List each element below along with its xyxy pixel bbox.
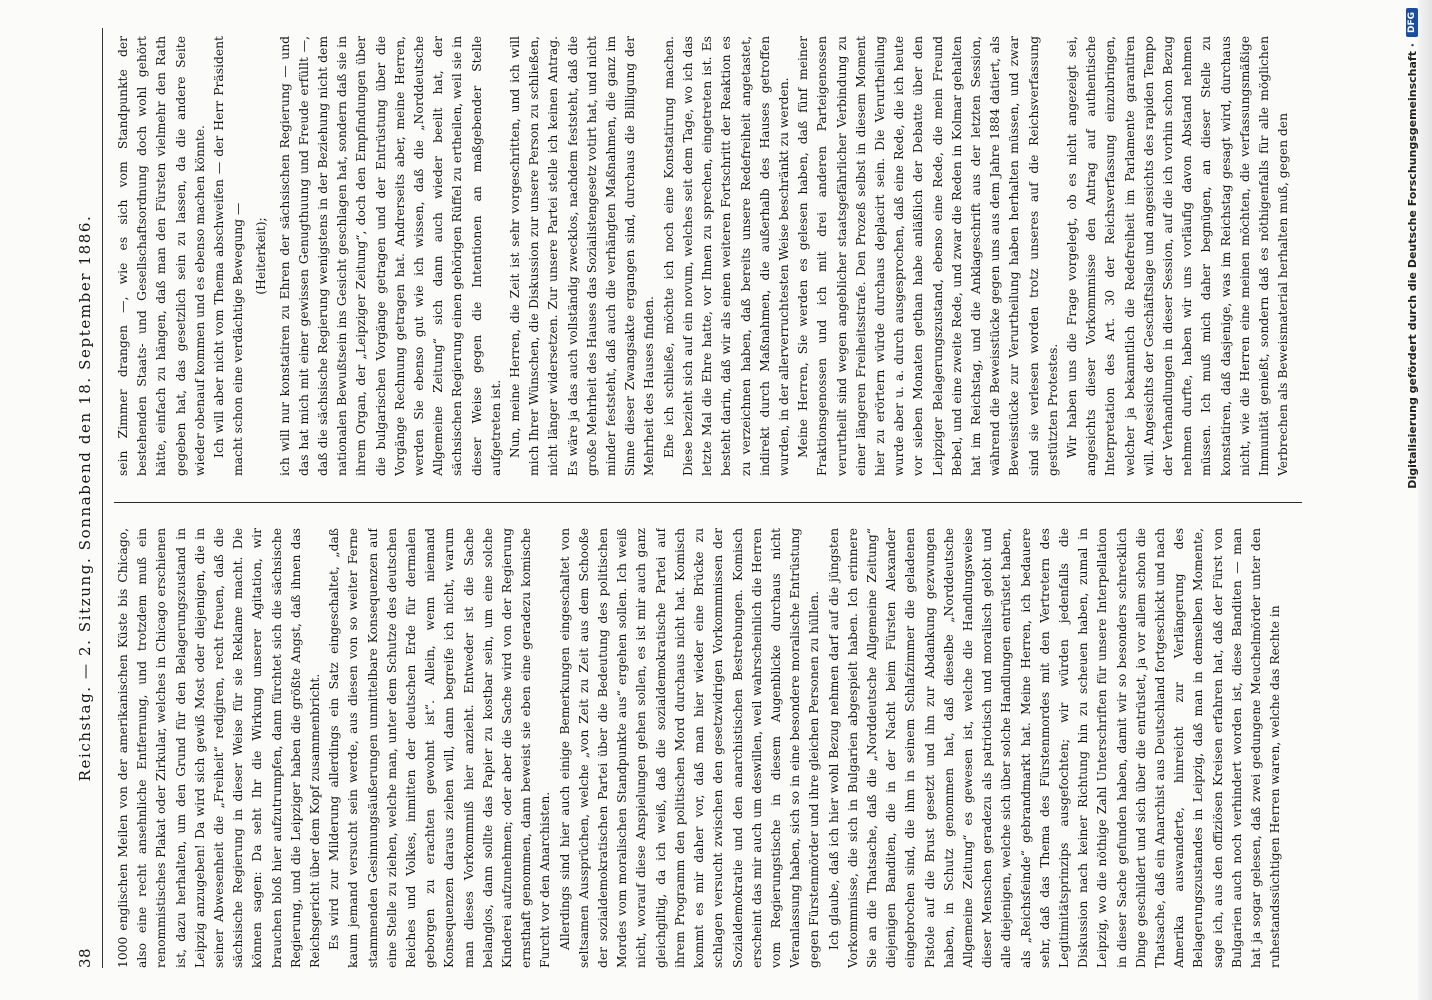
paragraph: Meine Herren, Sie werden es gelesen haben, daß fünf meiner Fraktionsgenossen und ich mit drei anderen Parteigenossen verurtheilt sind wegen angeblicher staatsgefährlicher Verbindung zu einer längeren Freiheitsstrafe. Den Prozeß selbst in diesem Moment hier zu erörtern würde durchaus deplacirt sein. Die Verurtheilung wurde aber u. a. durch ausgesprochen, daß eine Rede, die ich heute vor sieben Monaten gethan habe anläßlich der Debatte über den Leipziger Belagerungszustand, ebenso eine Rede, die mein Freund Bebel, und eine zweite Rede, und zwar die Reden in Kolmar gehalten hat im Reichstag, und die Anklageschrift aus der letzten Session, während die Beweisstücke gegen uns aus dem Jahre 1884 datiert, als Beweisstücke zur Verurtheilung haben herhalten müssen, und zwar sind sie verlesen worden trotz unseres auf die Reichsverfassung gestützten Protestes. bbox=[796, 36, 1060, 476]
interjection: (Heiterkeit); bbox=[254, 217, 269, 295]
left-column bbox=[114, 528, 1302, 968]
paragraph: 1000 englischen Meilen von der amerikanischen Küste bis Chicago, also eine recht ansehnliche Entfernung, und trotzdem muß ein renommistisches Plakat oder Zirkular, welches in Chicago erschienen ist, dazu herhalten, um den Grund für den Belagerungszustand in Leipzig anzugeben! Da wird sich gewiß Most oder diejenigen, die in seiner Abwesenheit die „Freiheit“ redigiren, recht freuen, daß die sächsische Regierung in dieser Weise für sie Reklame macht. Die können sagen: Da seht Ihr die Wirkung unserer Agitation, wir brauchen bloß hier aufzutrumpfen, dann fürchtet sich die sächsische Regierung, und die Leipziger haben die größte Angst, daß ihnen das Reichsgericht über dem Kopf zusammenbricht. bbox=[116, 528, 323, 968]
column-divider bbox=[114, 502, 1302, 503]
page-number: 38 bbox=[76, 947, 94, 968]
paragraph: Ich will aber nicht vom Thema abschweifen — der Herr Präsident macht schon eine verdächtige Bewegung — bbox=[212, 36, 246, 476]
paragraph: ich will nur konstatiren zu Ehren der sächsischen Regierung — und das hat mich mit einer gewissen Genugthuung und Freude erfüllt —, daß die sächsische Regierung wenigstens in der Beziehung nicht dem nationalen Bewußtsein ins Gesicht geschlagen hat, sondern daß sie in ihrem Organ, der „Leipziger Zeitung“, doch den Empfindungen über die bulgarischen Vorgänge getragen und der Entrüstung über die Vorgänge Rechnung getragen hat. Andrerseits aber, meine Herren, werden Sie ebenso gut wie ich wissen, daß die „Norddeutsche Allgemeine Zeitung“ sich dann auch wieder beeilt hat, der sächsischen Regierung einen gehörigen Rüffel zu ertheilen, weil sie in dieser Weise gegen die Intentionen an maßgebender Stelle aufgetreten ist. bbox=[277, 36, 503, 476]
paragraph: Ehe ich schließe, möchte ich noch eine Konstatirung machen. Diese bezieht sich auf ein novum, welches seit dem Tage, wo ich das letzte Mal die Ehre hatte, vor Ihnen zu sprechen, eingetreten ist. Es besteht darin, daß wir als einen weiteren Fortschritt der Reaktion es zu verzeichnen haben, daß bereits unsere Redefreiheit angetastet, indirekt durch Maßnahmen, die außerhalb des Hauses getroffen wurden, in der allerverruchtesten Weise beschränkt zu werden. bbox=[661, 36, 791, 476]
digitization-credit bbox=[1400, 0, 1424, 1000]
paragraph: Ich glaube, daß ich hier wohl Bezug nehmen darf auf die jüngsten Vorkommnisse, die sich in Bulgarien abgespielt haben. Ich erinnere Sie an die Thatsache, daß die „Norddeutsche Allgemeine Zeitung“ diejenigen Banditen, die in der Nacht beim Fürsten Alexander eingebrochen sind, die ihm in seinem Schlafzimmer die geladenen Pistole auf die Brust gesetzt und ihn zur Abdankung gezwungen haben, in Schutz genommen hat, daß dieselbe „Norddeutsche Allgemeine Zeitung“ es gewesen ist, welche die Handlungsweise dieser Menschen geradezu als patriotisch und moralisch gelobt und alle diejenigen, welche sich über solche Handlungen entrüstet haben, als „Reichsfeinde“ gebrandmarkt hat. Meine Herren, ich bedauere sehr, daß das Thema des Fürstenmordes mit den Vertretern des Legitimitätsprinzips ausgefochten; wir würden jedenfalls die Diskussion nach keiner Richtung hin zu scheuen haben, zumal in Leipzig, wo die nöthige Zahl Unterschriften für unsere Interpellation in dieser Sache gefunden haben, damit wir so besonders schrecklich Dinge geschildert und sich über die entrüstet, ja vor allem schon die Thatsache, daß ein Anarchist aus Deutschland fortgeschickt und nach Amerika auswanderte, hinreicht zur Verlängerung des Belagerungszustandes in Leipzig, daß man in demselben Momente, sage ich, aus den offiziösen Kreisen erfahren hat, daß der Fürst von Bulgarien auch noch verhindert worden ist, diese Banditen — man hat ja sogar gelesen, daß zwei gedungene Meuchelmörder unter den ruhestandssüchtigen Herren waren, welche das Rechte in bbox=[826, 528, 1283, 968]
paragraph: Nun, meine Herren, die Zeit ist sehr vorgeschritten, und ich will mich Ihrer Wünschen, die Diskussion zur unsere Person zu schließen, nicht länger widersetzen. Zur unsere Partei stelle ich keinen Antrag. Es wäre ja das auch vollständig zwecklos, nachdem feststeht, daß die große Mehrheit des Hauses das Sozialistengesetz votirt hat, und nicht minder feststeht, daß auch die verhängten Maßnahmen, die ganz im Sinne dieser Zwangsakte ergangen sind, durchaus die Billigung der Mehrheit des Hauses finden. bbox=[508, 36, 657, 476]
page-header bbox=[76, 28, 98, 968]
header-rule bbox=[102, 28, 103, 968]
right-column bbox=[114, 36, 1302, 476]
credit-text: Digitalisierung gefördert durch die Deutsche Forschungsgemeinschaft · bbox=[1405, 43, 1419, 489]
paragraph: Wir haben uns die Frage vorgelegt, ob es nicht angezeigt sei, angesichts dieser Vorkommnisse den Antrag auf authentische Interpretation des Art. 30 der Reichsverfassung einzubringen, welcher ja bekanntlich die Redefreiheit im Parlamente garantiren will. Angesichts der Geschäftslage und angesichts des rapiden Tempo der Verhandlungen in dieser Session, auf die ich vorhin schon Bezug nehmen durfte, haben wir uns vorläufig davon Abstand nehmen müssen. Ich muß mich daher begnügen, an dieser Stelle zu konstatiren, daß dasjenige, was im Reichstag gesagt wird, durchaus nicht, wie die Herren eine meinen möchten, die verfassungsmäßige Immunität genießt, sondern daß es nöthigenfalls für alle möglichen Verbrechen als Beweismaterial herhalten muß, gegen den bbox=[1064, 36, 1291, 476]
session-title: Reichstag. — 2. Sitzung. Sonnabend den 18. September 1886. bbox=[76, 214, 94, 782]
paragraph: Es wird zur Milderung allerdings ein Satz eingeschaltet, „daß kaum jemand versucht sein werde, aus diesen von so weiter Ferne stammenden Gesinnungsäußerungen unmittelbare Konsequenzen auf eine Stelle zu ziehen, welche man, unter dem Schutze des deutschen Reiches und Volkes, inmitten der deutschen Erde für dermalen geborgen zu erachten gewohnt ist“. Allein, wenn niemand Konsequenzen daraus ziehen will, dann begreife ich nicht, warum man dieses Vorkommniß hier anzieht. Entweder ist die Sache belanglos, dann sollte das Papier zu kostbar sein, um eine solche Kinderei aufzunehmen; oder aber die Sache wird von der Regierung ernsthaft genommen, dann beweist sie eben eine geradezu komische Furcht vor den Anarchisten. bbox=[327, 528, 553, 968]
paragraph: sein Zimmer drangen —, wie es sich vom Standpunkte der bestehenden Staats- und Gesellschaftsordnung doch wohl gehört hätte, einfach zu hängen, daß man den Fürsten vielmehr den Rath gegeben hat, das gesetzlich sein zu lassen, da die andere Seite wieder obenauf kommen und es ebenso machen könnte. bbox=[116, 36, 207, 476]
paragraph: Allerdings sind hier auch einige Bemerkungen eingeschaltet von seltsamen Aussprüchen, welche „von Zeit zu Zeit aus dem Schooße der sozialdemokratischen Partei über die Bedeutung des politischen Mordes vom moralischen Standpunkte aus“ ergehen sollen. Ich weiß nicht, worauf diese Anspielungen gehen sollen, es ist mir auch ganz gleichgiltig, da ich weiß, daß die sozialdemokratische Partei auf ihrem Programm den politischen Mord durchaus nicht hat. Komisch kommt es mir daher vor, daß man hier wieder eine Brücke zu schlagen versucht zwischen den gesetzwidrigen Vorkommnissen der Sozialdemokratie und den anarchistischen Bestrebungen. Komisch erscheint das mir auch um deswillen, weil wahrscheinlich die Herren vom Regierungstische in diesem Augenblicke durchaus nicht Veranlassung haben, sich so in eine besondere moralische Entrüstung gegen Fürstenmörder und ihre gleichen Personen zu hüllen. bbox=[557, 528, 822, 968]
dfg-logo: DFG bbox=[1406, 8, 1418, 37]
